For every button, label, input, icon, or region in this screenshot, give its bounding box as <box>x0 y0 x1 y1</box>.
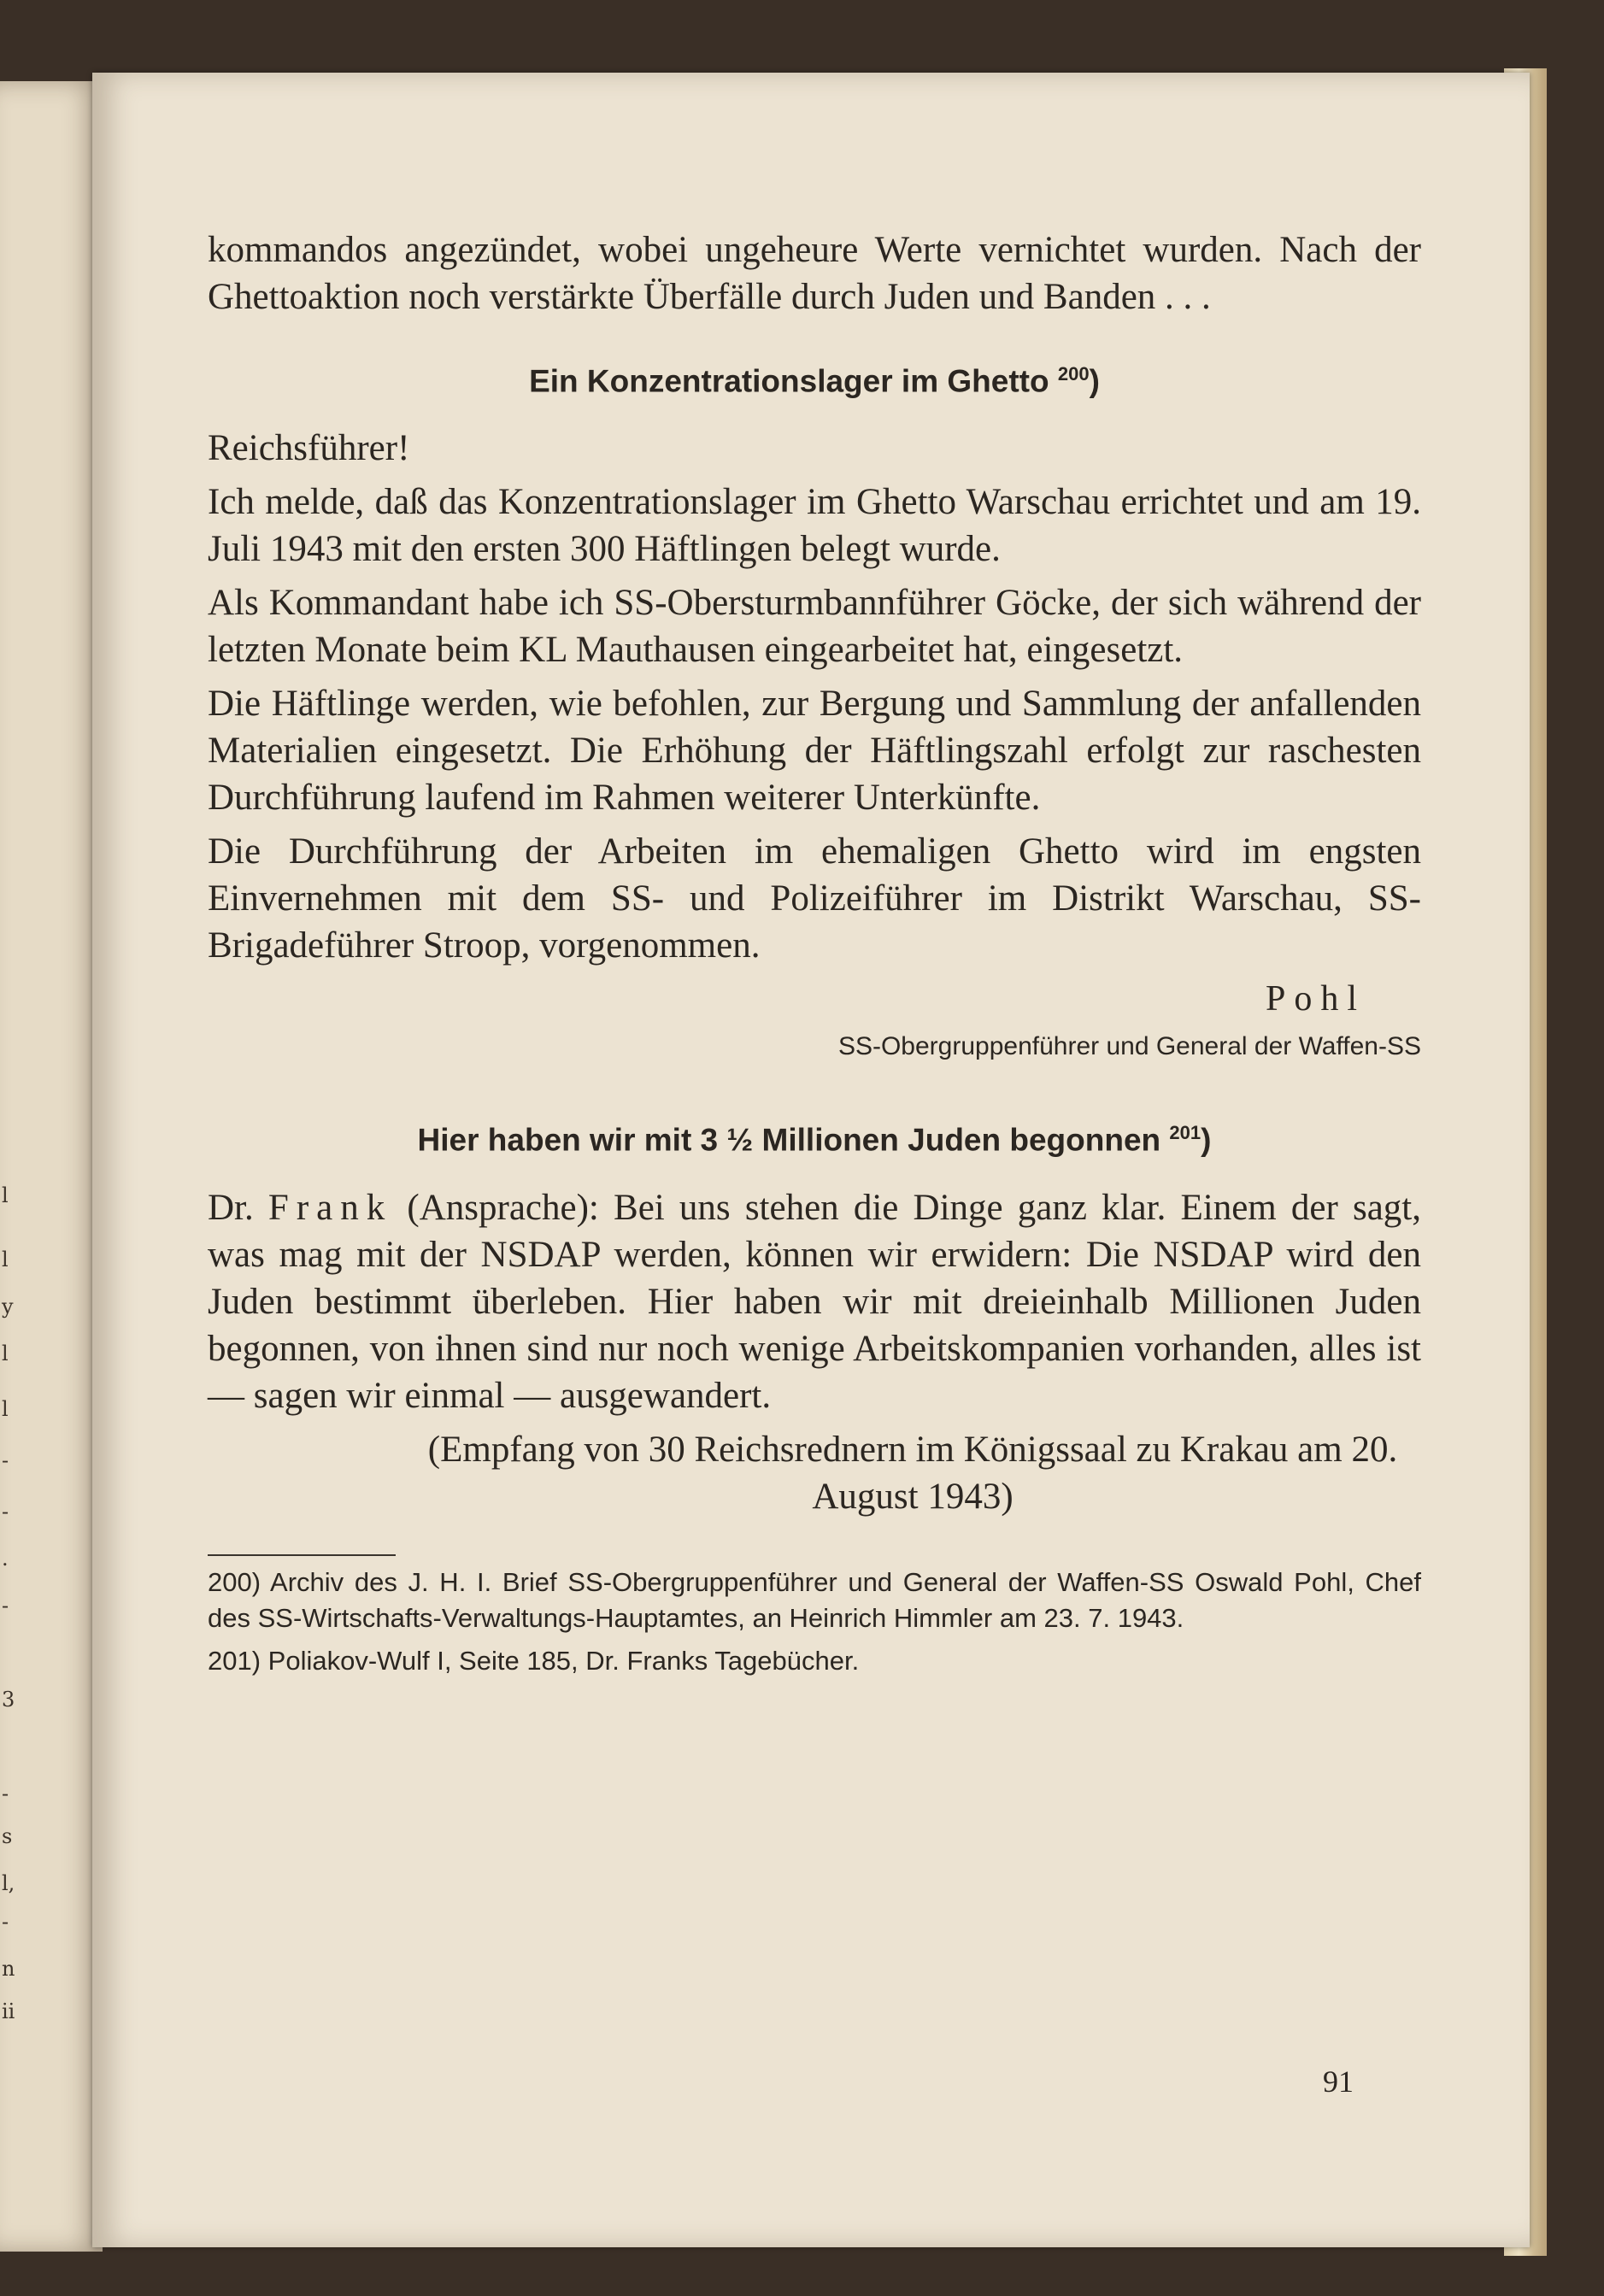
speaker-prefix: Dr. <box>208 1187 254 1228</box>
body-paragraph: Die Häftlinge werden, wie befohlen, zur Bergung und Sammlung der anfallenden Materialien eingesetzt. Die Erhöhung der Häftlingszahl erfolgt zur raschesten Durchführung laufend im Rahmen weiterer Unterkünfte. <box>208 684 1421 819</box>
section-heading-konzentrationslager <box>208 353 1421 402</box>
signature-title: SS-Obergruppenführer und General der Waffen-SS <box>837 1032 1421 1061</box>
left-edge-char: l, <box>2 1871 15 1895</box>
page-number: 91 <box>1323 2064 1354 2099</box>
heading-text: Hier haben wir mit 3 ½ Millionen Juden begonnen <box>417 1122 1161 1158</box>
left-edge-char: l <box>2 1397 9 1421</box>
left-edge-char: - <box>2 1594 9 1618</box>
right-page <box>92 73 1530 2247</box>
left-page-edge <box>0 81 103 2252</box>
footnote-201: 201) Poliakov-Wulf I, Seite 185, Dr. Franks Tagebücher. <box>208 1645 860 1676</box>
left-edge-char: - <box>2 1500 9 1524</box>
body-paragraph: Als Kommandant habe ich SS-Obersturmbannführer Göcke, der sich während der letzten Monate beim KL Mauthausen eingearbeitet hat, eingesetzt. <box>208 583 1421 671</box>
left-edge-char: n <box>2 1957 15 1981</box>
left-edge-char: s <box>2 1824 13 1848</box>
footnote-divider <box>208 1554 396 1556</box>
footnote-ref-paren: ) <box>1201 1122 1212 1158</box>
footnote-ref: 200 <box>1057 363 1090 385</box>
left-edge-char: l <box>2 1248 9 1271</box>
heading-text: Ein Konzentrationslager im Ghetto <box>529 363 1049 399</box>
left-edge-char: . <box>2 1547 9 1571</box>
speech-source: (Empfang von 30 Reichsrednern im Königssaal zu Krakau am 20. August 1943) <box>427 1429 1398 1517</box>
body-paragraph: Die Durchführung der Arbeiten im ehemaligen Ghetto wird im engsten Einvernehmen mit dem SS- und Polizeiführer im Distrikt Warschau, SS-Brigadeführer Stroop, vorgenommen. <box>208 831 1421 966</box>
signature-name: Pohl <box>1265 979 1366 1019</box>
body-paragraph: Ich melde, daß das Konzentrationslager im Ghetto Warschau errichtet und am 19. Juli 1943 mit den ersten 300 Häftlingen belegt wurde. <box>208 482 1421 570</box>
left-edge-char: y <box>2 1295 14 1318</box>
section-heading-millionen <box>208 1112 1421 1161</box>
left-edge-char: - <box>2 1910 9 1934</box>
footnote-ref: 201 <box>1169 1122 1202 1144</box>
speaker-name: Frank <box>267 1187 393 1228</box>
left-edge-char: - <box>2 1782 9 1806</box>
page-content <box>208 226 1421 1686</box>
speech-paragraph <box>208 1184 1421 1419</box>
left-edge-char: ii <box>2 1999 15 2023</box>
footnote-ref-paren: ) <box>1089 363 1100 399</box>
left-edge-char: l <box>2 1342 9 1365</box>
left-edge-char: - <box>2 1448 9 1472</box>
speech-text: (Ansprache): Bei uns stehen die Dinge ganz klar. Einem der sagt, was mag mit der NSDAP werden, können wir erwidern: Die NSDAP wird den Juden bestimmt überleben. Hier haben wir mit dreieinhalb Millionen Juden begonnen, von ihnen sind nur noch wenige Arbeitskompanien vorhanden, alles ist — sagen wir einmal — ausgewandert. <box>208 1187 1422 1416</box>
intro-paragraph: kommandos angezündet, wobei ungeheure Werte vernichtet wurden. Nach der Ghettoaktion noch verstärkte Überfälle durch Juden und Banden . . . <box>208 230 1421 317</box>
left-edge-char: l <box>2 1183 9 1207</box>
footnote-200: 200) Archiv des J. H. I. Brief SS-Obergruppenführer und General der Waffen-SS Oswald Pohl, Chef des SS-Wirtschafts-Verwaltungs-Hauptamtes, an Heinrich Himmler am 23. 7. 1943. <box>208 1566 1421 1633</box>
left-edge-char: 3 <box>2 1688 15 1712</box>
salutation: Reichsführer! <box>208 428 410 469</box>
